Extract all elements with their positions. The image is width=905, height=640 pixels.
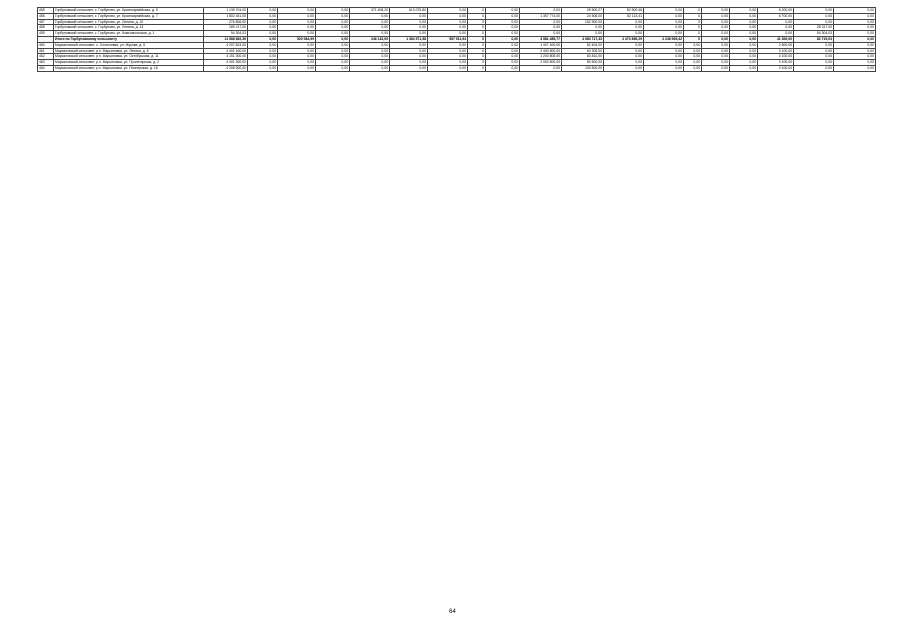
- amount-cell: 0,00: [730, 25, 758, 31]
- amount-cell: 0,00: [644, 25, 684, 31]
- amount-cell: 0,00: [520, 31, 562, 37]
- address-cell: Марьяновский сельсовет, р.п. Марьяновка, ул. Пролетарская, д. 2: [54, 60, 204, 66]
- amount-cell: 0,00: [486, 13, 520, 19]
- amount-cell: 0,00: [520, 65, 562, 71]
- amount-cell: 0,00: [834, 13, 876, 19]
- address-cell: Марьяновский сельсовет, с. Хлопотовка, ул. Жукова, д. 5: [54, 42, 204, 48]
- table-row: [38, 65, 876, 71]
- amount-cell: 83 810,00: [562, 54, 604, 60]
- amount-cell: 1 135 704,00: [204, 8, 248, 14]
- amount-cell: 0,00: [248, 60, 278, 66]
- row-number-cell: 457: [38, 19, 54, 25]
- amount-cell: 41 300,00: [758, 36, 794, 42]
- amount-cell: 0,00: [758, 19, 794, 25]
- amount-cell: 371 408,20: [350, 8, 390, 14]
- amount-cell: 80 500,00: [562, 60, 604, 66]
- amount-cell: 0,00: [428, 42, 468, 48]
- amount-cell: 0,00: [278, 54, 316, 60]
- amount-cell: 0,00: [428, 65, 468, 71]
- register-rows: [38, 8, 876, 72]
- amount-cell: 0,00: [428, 54, 468, 60]
- amount-cell: 0,00: [248, 42, 278, 48]
- amount-cell: 152 900,00: [562, 19, 604, 25]
- amount-cell: 0,00: [428, 8, 468, 14]
- amount-cell: 0,00: [316, 65, 350, 71]
- amount-cell: 0: [468, 60, 486, 66]
- amount-cell: 0,00: [834, 65, 876, 71]
- row-number-cell: 459: [38, 31, 54, 37]
- amount-cell: 0,00: [248, 31, 278, 37]
- amount-cell: 0,00: [390, 31, 428, 37]
- amount-cell: 0,00: [604, 60, 644, 66]
- amount-cell: 0,00: [390, 42, 428, 48]
- amount-cell: 2 000 500,00: [520, 60, 562, 66]
- amount-cell: 0,00: [702, 54, 730, 60]
- address-cell: Итого по Горбуновскому сельсовету: [54, 36, 204, 42]
- amount-cell: 3 100,00: [758, 54, 794, 60]
- amount-cell: 0,00: [684, 48, 702, 54]
- amount-cell: 3 100,00: [758, 60, 794, 66]
- amount-cell: 0,00: [562, 25, 604, 31]
- amount-cell: 11 588 662,39: [204, 36, 248, 42]
- row-number-cell: 458: [38, 25, 54, 31]
- amount-cell: 0,00: [316, 36, 350, 42]
- amount-cell: 0,00: [390, 65, 428, 71]
- amount-cell: 1 802 451,00: [204, 13, 248, 19]
- amount-cell: 0,00: [428, 25, 468, 31]
- amount-cell: 0,00: [350, 25, 390, 31]
- amount-cell: 0,00: [794, 19, 834, 25]
- amount-cell: 2 373 656,29: [604, 36, 644, 42]
- amount-cell: 0,00: [730, 8, 758, 14]
- amount-cell: 0,00: [428, 60, 468, 66]
- amount-cell: 0: [684, 8, 702, 14]
- amount-cell: 1 407 400,00: [520, 42, 562, 48]
- address-cell: Горбуновский сельсовет, с. Горбуново, ул. Красноармейская, д. 7: [54, 13, 204, 19]
- page-number: 64: [449, 609, 456, 615]
- amount-cell: 2 400 500,00: [520, 48, 562, 54]
- amount-cell: 0,00: [350, 60, 390, 66]
- amount-cell: 0,00: [794, 42, 834, 48]
- amount-cell: 6 700,00: [758, 13, 794, 19]
- amount-cell: 0,00: [702, 31, 730, 37]
- amount-cell: 1 364 571,58: [390, 36, 428, 42]
- amount-cell: 189 217,00: [204, 25, 248, 31]
- address-cell: Марьяновский сельсовет, р.п. Марьяновка, ул. Октябрьская, д. 11: [54, 54, 204, 60]
- amount-cell: 0,00: [604, 25, 644, 31]
- row-number-cell: 461: [38, 48, 54, 54]
- amount-cell: 0,00: [702, 42, 730, 48]
- amount-cell: 3 100,00: [758, 65, 794, 71]
- amount-cell: 0: [468, 48, 486, 54]
- amount-cell: 0,00: [428, 31, 468, 37]
- amount-cell: 4 401 160,00: [204, 48, 248, 54]
- amount-cell: 0: [684, 25, 702, 31]
- amount-cell: 276 806,00: [204, 19, 248, 25]
- amount-cell: 2 248 005,42: [644, 36, 684, 42]
- amount-cell: 0: [468, 19, 486, 25]
- amount-cell: 0,00: [390, 54, 428, 60]
- amount-cell: 0,00: [684, 54, 702, 60]
- amount-cell: 0,00: [702, 8, 730, 14]
- amount-cell: 0,00: [730, 13, 758, 19]
- amount-cell: 0,00: [350, 31, 390, 37]
- amount-cell: 54 304,03: [204, 31, 248, 37]
- amount-cell: 0,00: [278, 60, 316, 66]
- amount-cell: 0,00: [278, 31, 316, 37]
- amount-cell: 0,00: [794, 54, 834, 60]
- amount-cell: 0,00: [278, 19, 316, 25]
- amount-cell: 0,00: [520, 8, 562, 14]
- amount-cell: 0,00: [248, 19, 278, 25]
- amount-cell: 0: [468, 13, 486, 19]
- amount-cell: 0,00: [486, 36, 520, 42]
- amount-cell: 0,00: [644, 42, 684, 48]
- amount-cell: 60 305,00: [562, 48, 604, 54]
- amount-cell: 6 200,00: [758, 8, 794, 14]
- amount-cell: 82 113,41: [604, 13, 644, 19]
- amount-cell: 0,00: [794, 48, 834, 54]
- amount-cell: 0,00: [834, 42, 876, 48]
- amount-cell: 0,00: [730, 31, 758, 37]
- amount-cell: 0,00: [486, 60, 520, 66]
- row-number-cell: 462: [38, 54, 54, 60]
- amount-cell: 0,00: [834, 25, 876, 31]
- amount-cell: 0,00: [248, 54, 278, 60]
- amount-cell: 0: [684, 31, 702, 37]
- amount-cell: 100 500,00: [562, 65, 604, 71]
- amount-cell: 0,00: [834, 48, 876, 54]
- amount-cell: 0,00: [278, 65, 316, 71]
- amount-cell: 0,00: [644, 60, 684, 66]
- address-cell: Марьяновский сельсовет, р.п. Марьяновка, ул. Пионерская, д. 16: [54, 65, 204, 71]
- amount-cell: 0,00: [604, 54, 644, 60]
- amount-cell: 3 581 485,77: [520, 36, 562, 42]
- amount-cell: 0,00: [350, 54, 390, 60]
- amount-cell: 0,00: [604, 65, 644, 71]
- amount-cell: 0,00: [486, 31, 520, 37]
- amount-cell: 0,00: [834, 8, 876, 14]
- amount-cell: 0,00: [350, 65, 390, 71]
- amount-cell: 0,00: [644, 19, 684, 25]
- row-number-cell: 463: [38, 60, 54, 66]
- register-sheet: [37, 7, 875, 607]
- amount-cell: 0,00: [278, 48, 316, 54]
- row-number-cell: 456: [38, 13, 54, 19]
- capital-repair-register-table: [37, 7, 876, 72]
- amount-cell: 4 207 824,00: [204, 42, 248, 48]
- amount-cell: 0,00: [834, 19, 876, 25]
- amount-cell: 0,00: [486, 19, 520, 25]
- amount-cell: 0,00: [390, 48, 428, 54]
- amount-cell: 0: [684, 19, 702, 25]
- amount-cell: 0,00: [730, 36, 758, 42]
- amount-cell: 0,00: [316, 60, 350, 66]
- amount-cell: 0,00: [486, 42, 520, 48]
- amount-cell: 0,00: [248, 8, 278, 14]
- amount-cell: 0: [468, 31, 486, 37]
- row-number-cell: 455: [38, 8, 54, 14]
- amount-cell: 0,00: [562, 31, 604, 37]
- amount-cell: 0,00: [702, 19, 730, 25]
- amount-cell: 0,00: [730, 65, 758, 71]
- amount-cell: 0: [468, 42, 486, 48]
- amount-cell: 0: [468, 8, 486, 14]
- amount-cell: 0,00: [702, 36, 730, 42]
- amount-cell: 0,00: [316, 48, 350, 54]
- amount-cell: 0,00: [702, 48, 730, 54]
- amount-cell: 0,00: [834, 36, 876, 42]
- amount-cell: 0,00: [486, 65, 520, 71]
- amount-cell: 0,00: [730, 54, 758, 60]
- amount-cell: 0,00: [644, 48, 684, 54]
- amount-cell: 0,00: [730, 60, 758, 66]
- amount-cell: 0,00: [316, 8, 350, 14]
- amount-cell: 0,00: [644, 65, 684, 71]
- amount-cell: 0,00: [758, 31, 794, 37]
- amount-cell: 0,00: [604, 48, 644, 54]
- amount-cell: 0,00: [486, 25, 520, 31]
- amount-cell: 0,00: [350, 19, 390, 25]
- amount-cell: 0: [468, 25, 486, 31]
- amount-cell: 0,00: [428, 19, 468, 25]
- amount-cell: 2 600,00: [758, 42, 794, 48]
- amount-cell: 0,00: [684, 65, 702, 71]
- amount-cell: 0,00: [604, 31, 644, 37]
- amount-cell: 0,00: [834, 60, 876, 66]
- amount-cell: 0,00: [702, 60, 730, 66]
- amount-cell: 0,00: [390, 13, 428, 19]
- amount-cell: 25 500,27: [562, 8, 604, 14]
- amount-cell: 0,00: [486, 48, 520, 54]
- amount-cell: 0,00: [834, 54, 876, 60]
- amount-cell: 0,00: [730, 48, 758, 54]
- amount-cell: 0,00: [248, 25, 278, 31]
- amount-cell: 0,00: [794, 8, 834, 14]
- amount-cell: 0,00: [834, 31, 876, 37]
- amount-cell: 0,00: [644, 8, 684, 14]
- amount-cell: 0,00: [702, 25, 730, 31]
- amount-cell: 0,00: [248, 65, 278, 71]
- amount-cell: 0,00: [604, 42, 644, 48]
- amount-cell: 0,00: [390, 60, 428, 66]
- amount-cell: 82 715,03: [794, 36, 834, 42]
- amount-cell: 82 404,00: [562, 42, 604, 48]
- amount-cell: 0,00: [248, 48, 278, 54]
- amount-cell: 0,00: [316, 54, 350, 60]
- amount-cell: 557 911,94: [428, 36, 468, 42]
- amount-cell: 0,00: [350, 13, 390, 19]
- amount-cell: 24 508,00: [562, 13, 604, 19]
- amount-cell: 0,00: [428, 48, 468, 54]
- amount-cell: 0,00: [350, 48, 390, 54]
- amount-cell: 0,00: [278, 42, 316, 48]
- amount-cell: 0,00: [684, 60, 702, 66]
- amount-cell: 0,00: [730, 19, 758, 25]
- amount-cell: 4 983 717,33: [562, 36, 604, 42]
- amount-cell: 613 075,80: [390, 8, 428, 14]
- amount-cell: 4 151 300,00: [204, 54, 248, 60]
- amount-cell: 0,00: [520, 19, 562, 25]
- amount-cell: 0,00: [604, 19, 644, 25]
- amount-cell: 0,00: [486, 54, 520, 60]
- amount-cell: 0: [468, 65, 486, 71]
- amount-cell: 0,00: [520, 25, 562, 31]
- amount-cell: 0: [684, 13, 702, 19]
- amount-cell: 0,00: [758, 25, 794, 31]
- amount-cell: 0,00: [278, 13, 316, 19]
- amount-cell: 0,00: [428, 13, 468, 19]
- amount-cell: 0,00: [794, 13, 834, 19]
- amount-cell: 0,00: [278, 25, 316, 31]
- amount-cell: 0,00: [316, 25, 350, 31]
- amount-cell: 0,00: [278, 8, 316, 14]
- address-cell: Горбуновский сельсовет, с. Горбуново, ул. Комсомольская, д. 1: [54, 31, 204, 37]
- amount-cell: 4 208 900,00: [204, 65, 248, 71]
- amount-cell: 0: [468, 54, 486, 60]
- amount-cell: 0,00: [644, 54, 684, 60]
- amount-cell: 0,00: [316, 13, 350, 19]
- amount-cell: 0: [684, 36, 702, 42]
- amount-cell: 0,00: [644, 13, 684, 19]
- amount-cell: 0,00: [248, 36, 278, 42]
- row-number-cell: 464: [38, 65, 54, 71]
- amount-cell: 0,00: [390, 19, 428, 25]
- address-cell: Марьяновский сельсовет, р.п. Марьяновка, ул. Ленина, д. 8: [54, 48, 204, 54]
- amount-cell: 1 200 805,00: [520, 54, 562, 60]
- amount-cell: 54 304,03: [794, 31, 834, 37]
- amount-cell: 0,00: [794, 60, 834, 66]
- amount-cell: 0,00: [316, 31, 350, 37]
- amount-cell: 0,00: [316, 19, 350, 25]
- amount-cell: 0,00: [702, 65, 730, 71]
- amount-cell: 0,00: [730, 42, 758, 48]
- amount-cell: 246 132,09: [350, 36, 390, 42]
- amount-cell: 0,00: [794, 65, 834, 71]
- address-cell: Горбуновский сельсовет, с. Горбуново, ул. Ленина, д. 10: [54, 19, 204, 25]
- amount-cell: 3 100,00: [758, 48, 794, 54]
- row-number-cell: 460: [38, 42, 54, 48]
- amount-cell: 1 357 774,00: [520, 13, 562, 19]
- amount-cell: 0,00: [684, 42, 702, 48]
- amount-cell: 0,00: [702, 13, 730, 19]
- amount-cell: 28 317,00: [794, 25, 834, 31]
- amount-cell: 0,00: [316, 42, 350, 48]
- amount-cell: 0,00: [644, 31, 684, 37]
- amount-cell: 0: [468, 36, 486, 42]
- address-cell: Горбуновский сельсовет, с. Горбуново, ул. Красноармейская, д. 5: [54, 8, 204, 14]
- amount-cell: 0,00: [350, 42, 390, 48]
- address-cell: Горбуновский сельсовет, с. Горбуново, ул. Ленина, д. 13: [54, 25, 204, 31]
- amount-cell: 0,00: [390, 25, 428, 31]
- amount-cell: 0,00: [486, 8, 520, 14]
- amount-cell: 0,00: [248, 13, 278, 19]
- amount-cell: 520 084,99: [278, 36, 316, 42]
- amount-cell: 82 900,46: [604, 8, 644, 14]
- amount-cell: 4 401 300,00: [204, 60, 248, 66]
